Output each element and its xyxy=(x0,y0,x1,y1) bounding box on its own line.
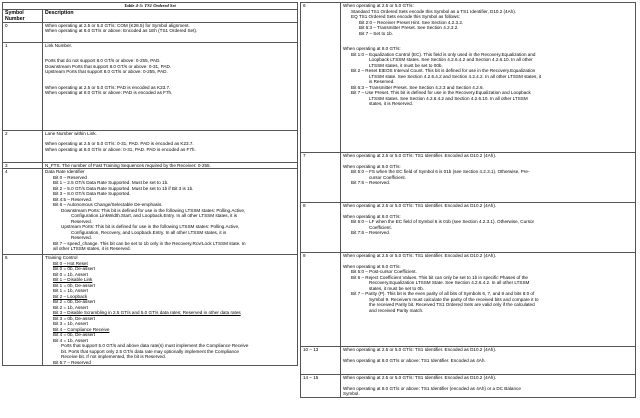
description-cell: When operating at 2.5 or 5.0 GT/s: TS1 Identifier. Encoded as D10.2 (4Ah). When operating at 8.0 GT/s: Bit 5:0 – LF when the EC field of Symbol 6 is 01b (see Section 4.2.3.1). Otherwise, Cursor Coefficient. Bit 7:6 – Reserved. xyxy=(341,203,636,253)
header-symbol-number: Symbol Number xyxy=(3,9,43,22)
table-row xyxy=(301,153,636,203)
symbol-cell: 2 xyxy=(3,130,43,162)
table-row xyxy=(3,22,298,42)
symbol-cell: 6 xyxy=(301,3,341,153)
description-cell: Lane Number within Link. When operating at 2.5 or 5.0 GT/s: 0-31, PAD. PAD is encoded as K23.7. When operating at 8.0 GT/s or above: 0-31, PAD. PAD is encoded as F7h. xyxy=(43,130,298,162)
table-row xyxy=(301,203,636,253)
symbol-cell: 1 xyxy=(3,42,43,130)
symbol-cell: 5 xyxy=(3,255,43,366)
description-cell: When operating at 2.5 or 5.0 GT/s: Standard TS1 Ordered Sets encode this Symbol as a TS1 Identifier, D10.2 (4Ah). EQ TS1 Ordered Sets encode this Symbol as follows: Bit 2:0 – Receiver Preset Hint. See Section 4.2.3.2. Bit 6:3 – Transmitter Preset. See Section 4.2.3.2. Bit 7 – Set to 1b. When operating at 8.0 GT/s: Bit 1:0 – Equalization Control (EC). This field is only used in the Recovery.Equalization and Loopback LTSSM states. See Section 4.2.6.4.2 and Section 4.2.6.10. In all other LTSSM states, it must be set to 00b. Bit 2 – Reset EIEOS Interval Count. This bit is defined for use in the Recovery.Equalization LTSSM state. See Section 4.2.6.4.2 and Section 4.2.4.2. In all other LTSSM states, it is Reserved. Bit 6:3 – Transmitter Preset. See Section 4.2.3 and Section 4.2.6. Bit 7 – Use Preset. This bit is defined for use in the Recovery.Equalization and Loopback LTSSM states. See Section 4.2.6.4.2 and Section 4.2.6.10. In all other LTSSM states, it is Reserved. xyxy=(341,3,636,153)
symbol-cell: 3 xyxy=(3,162,43,169)
symbol-cell: 10 – 13 xyxy=(301,347,341,375)
table-row xyxy=(301,375,636,398)
symbol-cell: 14 – 15 xyxy=(301,375,341,398)
description-cell: When operating at 2.5 or 5.0 GT/s: TS1 Identifier. Encoded as D10.2 (4Ah). When operating at 8.0 GT/s or above: TS1 Identifier (encoded as 4Ah) or a DC Balance Symbol. xyxy=(341,375,636,398)
description-cell: N_FTS. The number of Fast Training Sequences required by the Receiver: 0-255. xyxy=(43,162,298,169)
ts1-table-right xyxy=(300,2,636,398)
symbol-cell: 7 xyxy=(301,153,341,203)
symbol-cell: 4 xyxy=(3,169,43,255)
table-row xyxy=(3,130,298,162)
table-row xyxy=(3,169,298,255)
description-cell: Data Rate Identifier Bit 0 – Reserved Bit 1 – 2.5 GT/s Data Rate Supported. Must be set to 1b. Bit 2 – 5.0 GT/s Data Rate Supported. Must be set to 1b if Bit 3 is 1b. Bit 3 – 8.0 GT/s Data Rate Supported. Bit 4:5 – Reserved. Bit 6 – Autonomous Change/Selectable De-emphasis. Downstream Ports: This bit is defined for use in the following LTSSM states: Polling.Active, Configuration.LinkWidth.Start, and Loopback.Entry. In all other LTSSM states, it is Reserved. Upstream Ports: This bit is defined for use in the following LTSSM states: Polling.Active, Configuration, Recovery, and Loopback.Entry. In all other LTSSM states, it is Reserved. Bit 7 – speed_change. This bit can be set to 1b only in the Recovery.RcvrLock LTSSM state. In all other LTSSM states, it is Reserved. xyxy=(43,169,298,255)
table-row xyxy=(301,347,636,375)
symbol-cell: 8 xyxy=(301,203,341,253)
symbol-cell: 9 xyxy=(301,253,341,347)
table-row xyxy=(301,253,636,347)
header-description: Description xyxy=(43,9,298,22)
table-row xyxy=(3,255,298,366)
table-caption: Table 4-5: TS1 Ordered Set xyxy=(3,3,298,10)
description-cell: When operating at 2.5 or 5.0 GT/s: TS1 Identifier. Encoded as D10.2 (4Ah). When operating at 8.0 GT/s: Bit 5:0 – FS when the EC field of Symbol 6 is 01b (see Section 4.2.3.1). Otherwise, Pre- cursor Coefficient. Bit 7:6 – Reserved. xyxy=(341,153,636,203)
description-cell: Training Control Bit 0 – Hot Reset Bit 0 = 0b, De-assert Bit 0 = 1b, Assert Bit 1 – Disable Link Bit 1 = 0b, De-assert Bit 1 = 1b, Assert Bit 2 – Loopback Bit 2 = 0b, De-assert Bit 2 = 1b, Assert Bit 3 – Disable Scrambling in 2.5 GT/s and 5.0 GT/s data rates; Reserved in other data rates Bit 3 = 0b, De-assert Bit 3 = 1b, Assert Bit 4 – Compliance Receive Bit 4 = 0b, De-assert Bit 4 = 1b, Assert Ports that support 5.0 GT/s and above data rate(s) must implement the Compliance Receive bit. Ports that support only 2.5 GT/s data rate may optionally implement the Compliance Receive bit. If not implemented, the bit is Reserved. Bit 5:7 – Reserved xyxy=(43,255,298,366)
description-cell: Link Number. Ports that do not support 8.0 GT/s or above: 0-255, PAD. Downstream Ports that support 8.0 GT/s or above: 0-31, PAD. Upstream Ports that support 8.0 GT/s or above: 0-255, PAD. When operating at 2.5 or 5.0 GT/s: PAD is encoded as K23.7. When operating at 8.0 GT/s or above: PAD is encoded as F7h. xyxy=(43,42,298,130)
description-cell: When operating at 2.5 or 5.0 GT/s: TS1 Identifier. Encoded as D10.2 (4Ah). When operating at 8.0 GT/s or above: TS1 Identifier. Encoded as 4Ah. xyxy=(341,347,636,375)
description-cell: When operating at 2.5 or 5.0 GT/s: TS1 Identifier. Encoded as D10.2 (4Ah). When operating at 8.0 GT/s: Bit 5:0 – Post-cursor Coefficient. Bit 6 – Reject Coefficient Values. This bit can only be set to 1b in specific Phases of the Recovery.Equalization LTSSM State. See Section 4.2.6.4.2. In all other LTSSM states, it must be set to 0b. Bit 7 – Parity (P). This bit is the even parity of all bits of Symbols 6, 7, and 8 and bits 6:0 of Symbol 9. Receivers must calculate the parity of the received bits and compare it to the received Parity bit. Received TS1 Ordered Sets are valid only if the calculated and received Parity match. xyxy=(341,253,636,347)
table-row xyxy=(3,42,298,130)
description-cell: When operating at 2.5 or 5.0 GT/s: COM (K28.5) for Symbol alignment. When operating at 8.0 GT/s or above: Encoded as 1Eh (TS1 Ordered Set). xyxy=(43,22,298,42)
table-row xyxy=(301,3,636,153)
symbol-cell: 0 xyxy=(3,22,43,42)
ts1-table-left xyxy=(2,2,298,366)
